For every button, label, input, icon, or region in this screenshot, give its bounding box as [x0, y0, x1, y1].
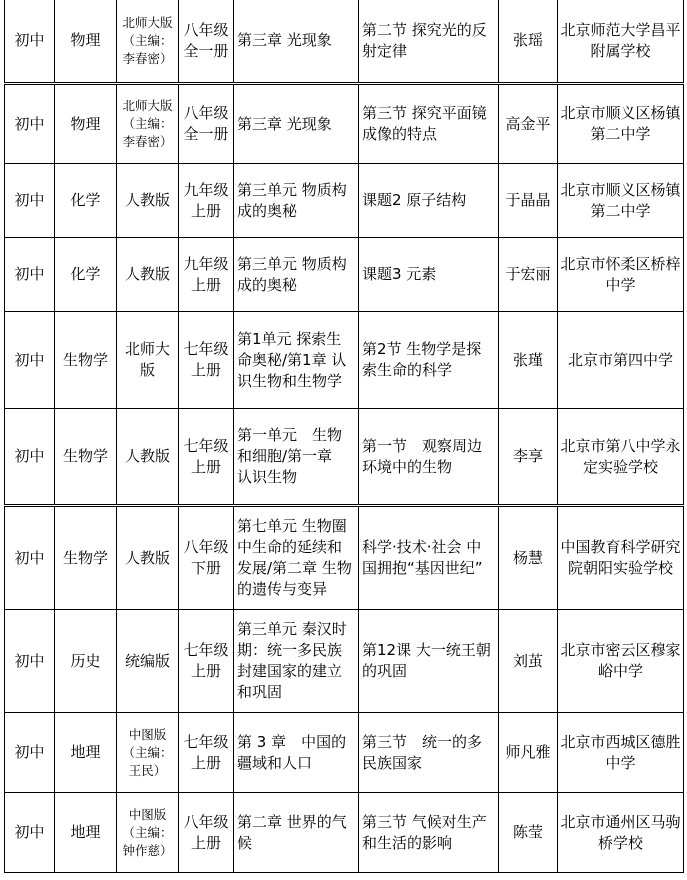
subject-cell: 生物学	[55, 312, 117, 409]
grade-cell: 七年级上册	[179, 409, 234, 506]
unit-cell: 第1单元 探索生命奥秘/第1章 认识生物和生物学	[234, 312, 359, 409]
course-table	[4, 0, 683, 873]
school-cell: 北京市怀柔区桥梓中学	[558, 238, 684, 312]
table-row	[5, 0, 684, 84]
subject-cell: 化学	[55, 238, 117, 312]
subject-cell: 历史	[55, 610, 117, 713]
level-cell: 初中	[5, 0, 55, 84]
level-cell: 初中	[5, 610, 55, 713]
school-cell: 北京市第四中学	[558, 312, 684, 409]
unit-cell: 第三单元 物质构成的奥秘	[234, 238, 359, 312]
table-row	[5, 713, 684, 793]
level-cell: 初中	[5, 409, 55, 506]
table-row	[5, 793, 684, 873]
teacher-cell: 陈莹	[499, 793, 558, 873]
level-cell: 初中	[5, 84, 55, 164]
edition-cell: 北师大版（主编：李春密）	[117, 0, 179, 84]
teacher-cell: 高金平	[499, 84, 558, 164]
grade-cell: 八年级全一册	[179, 0, 234, 84]
grade-cell: 八年级上册	[179, 793, 234, 873]
lesson-cell: 第12课 大一统王朝的巩固	[359, 610, 499, 713]
school-cell: 中国教育科学研究院朝阳实验学校	[558, 506, 684, 610]
school-cell: 北京市顺义区杨镇第二中学	[558, 84, 684, 164]
level-cell: 初中	[5, 312, 55, 409]
edition-cell: 北师大版（主编：李春密）	[117, 84, 179, 164]
edition-cell: 人教版	[117, 506, 179, 610]
edition-cell: 统编版	[117, 610, 179, 713]
lesson-cell: 第二节 探究光的反射定律	[359, 0, 499, 84]
level-cell: 初中	[5, 713, 55, 793]
teacher-cell: 张瑾	[499, 312, 558, 409]
unit-cell: 第七单元 生物圈中生命的延续和发展/第二章 生物的遗传与变异	[234, 506, 359, 610]
edition-cell: 人教版	[117, 409, 179, 506]
school-cell: 北京市密云区穆家峪中学	[558, 610, 684, 713]
unit-cell: 第一单元 生物和细胞/第一章 认识生物	[234, 409, 359, 506]
edition-cell: 中图版（主编：王民）	[117, 713, 179, 793]
level-cell: 初中	[5, 238, 55, 312]
grade-cell: 九年级上册	[179, 164, 234, 238]
subject-cell: 地理	[55, 713, 117, 793]
grade-cell: 八年级全一册	[179, 84, 234, 164]
teacher-cell: 于宏丽	[499, 238, 558, 312]
lesson-cell: 课题2 原子结构	[359, 164, 499, 238]
edition-cell: 中图版（主编：钟作慈）	[117, 793, 179, 873]
table-row	[5, 238, 684, 312]
subject-cell: 物理	[55, 84, 117, 164]
table-body	[5, 0, 684, 873]
unit-cell: 第 3 章 中国的疆域和人口	[234, 713, 359, 793]
level-cell: 初中	[5, 506, 55, 610]
grade-cell: 七年级上册	[179, 610, 234, 713]
table-row	[5, 164, 684, 238]
unit-cell: 第三章 光现象	[234, 84, 359, 164]
subject-cell: 物理	[55, 0, 117, 84]
unit-cell: 第二章 世界的气候	[234, 793, 359, 873]
edition-cell: 人教版	[117, 164, 179, 238]
teacher-cell: 于晶晶	[499, 164, 558, 238]
unit-cell: 第三章 光现象	[234, 0, 359, 84]
lesson-cell: 课题3 元素	[359, 238, 499, 312]
school-cell: 北京市顺义区杨镇第二中学	[558, 164, 684, 238]
unit-cell: 第三单元 物质构成的奥秘	[234, 164, 359, 238]
school-cell: 北京师范大学昌平附属学校	[558, 0, 684, 84]
lesson-cell: 科学·技术·社会 中国拥抱“基因世纪”	[359, 506, 499, 610]
subject-cell: 地理	[55, 793, 117, 873]
grade-cell: 八年级下册	[179, 506, 234, 610]
lesson-cell: 第三节 探究平面镜成像的特点	[359, 84, 499, 164]
teacher-cell: 李享	[499, 409, 558, 506]
table-row	[5, 506, 684, 610]
grade-cell: 七年级上册	[179, 713, 234, 793]
teacher-cell: 杨慧	[499, 506, 558, 610]
grade-cell: 九年级上册	[179, 238, 234, 312]
subject-cell: 生物学	[55, 409, 117, 506]
school-cell: 北京市第八中学永定实验学校	[558, 409, 684, 506]
table-row	[5, 312, 684, 409]
edition-cell: 人教版	[117, 238, 179, 312]
table-row	[5, 409, 684, 506]
subject-cell: 生物学	[55, 506, 117, 610]
level-cell: 初中	[5, 793, 55, 873]
unit-cell: 第三单元 秦汉时期：统一多民族封建国家的建立和巩固	[234, 610, 359, 713]
teacher-cell: 张瑶	[499, 0, 558, 84]
edition-cell: 北师大版	[117, 312, 179, 409]
grade-cell: 七年级上册	[179, 312, 234, 409]
lesson-cell: 第三节 气候对生产和生活的影响	[359, 793, 499, 873]
lesson-cell: 第2节 生物学是探索生命的科学	[359, 312, 499, 409]
school-cell: 北京市通州区马驹桥学校	[558, 793, 684, 873]
table-row	[5, 610, 684, 713]
teacher-cell: 师凡雅	[499, 713, 558, 793]
teacher-cell: 刘茧	[499, 610, 558, 713]
table-row	[5, 84, 684, 164]
level-cell: 初中	[5, 164, 55, 238]
lesson-cell: 第三节 统一的多民族国家	[359, 713, 499, 793]
subject-cell: 化学	[55, 164, 117, 238]
lesson-cell: 第一节 观察周边环境中的生物	[359, 409, 499, 506]
school-cell: 北京市西城区德胜中学	[558, 713, 684, 793]
